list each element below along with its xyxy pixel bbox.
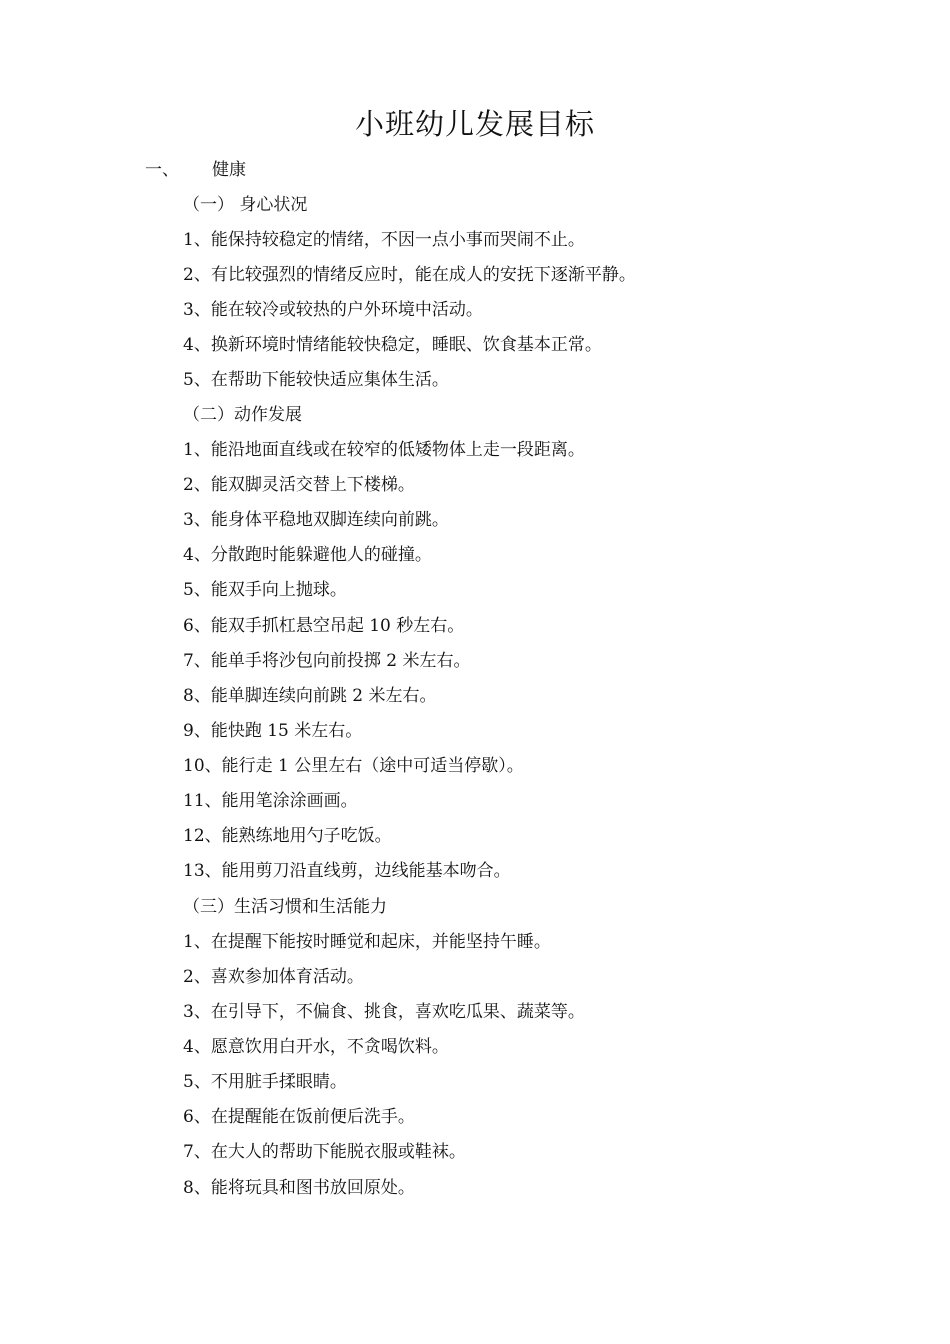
list-item: 2、能双脚灵活交替上下楼梯。: [183, 475, 415, 495]
list-item: 4、愿意饮用白开水，不贪喝饮料。: [183, 1037, 449, 1057]
list-item: 1、能保持较稳定的情绪，不因一点小事而哭闹不止。: [183, 230, 585, 250]
list-item: 3、在引导下，不偏食、挑食，喜欢吃瓜果、蔬菜等。: [183, 1002, 585, 1022]
section-heading: [145, 158, 246, 182]
list-item: 7、能单手将沙包向前投掷 2 米左右。: [183, 651, 471, 671]
list-item: 5、不用脏手揉眼睛。: [183, 1072, 347, 1092]
list-item: 2、有比较强烈的情绪反应时，能在成人的安抚下逐渐平静。: [183, 265, 636, 285]
subsection-heading-mind-body: （一） 身心状况: [183, 195, 308, 215]
subsection-heading-habits: （三）生活习惯和生活能力: [183, 897, 387, 917]
list-item: 2、喜欢参加体育活动。: [183, 967, 364, 987]
page-title: 小班幼儿发展目标: [354, 107, 595, 141]
list-item: 5、在帮助下能较快适应集体生活。: [183, 370, 449, 390]
list-item: 12、能熟练地用勺子吃饭。: [183, 826, 392, 846]
list-item: 1、能沿地面直线或在较窄的低矮物体上走一段距离。: [183, 440, 585, 460]
list-item: 6、在提醒能在饭前便后洗手。: [183, 1107, 415, 1127]
list-item: 8、能单脚连续向前跳 2 米左右。: [183, 686, 437, 706]
list-item: 9、能快跑 15 米左右。: [183, 721, 363, 741]
list-item: 1、在提醒下能按时睡觉和起床，并能坚持午睡。: [183, 932, 551, 952]
list-item: 11、能用笔涂涂画画。: [183, 791, 358, 811]
section-name: 健康: [212, 160, 246, 180]
list-item: 4、换新环境时情绪能较快稳定，睡眠、饮食基本正常。: [183, 335, 602, 355]
section-number: 一、: [145, 160, 179, 180]
subsection-heading-motor: （二）动作发展: [183, 405, 302, 425]
list-item: 6、能双手抓杠悬空吊起 10 秒左右。: [183, 616, 465, 636]
list-item: 13、能用剪刀沿直线剪，边线能基本吻合。: [183, 861, 511, 881]
list-item: 7、在大人的帮助下能脱衣服或鞋袜。: [183, 1142, 466, 1162]
list-item: 5、能双手向上抛球。: [183, 580, 347, 600]
list-item: 3、能在较冷或较热的户外环境中活动。: [183, 300, 483, 320]
list-item: 10、能行走 1 公里左右（途中可适当停歇）。: [183, 756, 524, 776]
list-item: 4、分散跑时能躲避他人的碰撞。: [183, 545, 432, 565]
list-item: 8、能将玩具和图书放回原处。: [183, 1178, 415, 1198]
list-item: 3、能身体平稳地双脚连续向前跳。: [183, 510, 449, 530]
